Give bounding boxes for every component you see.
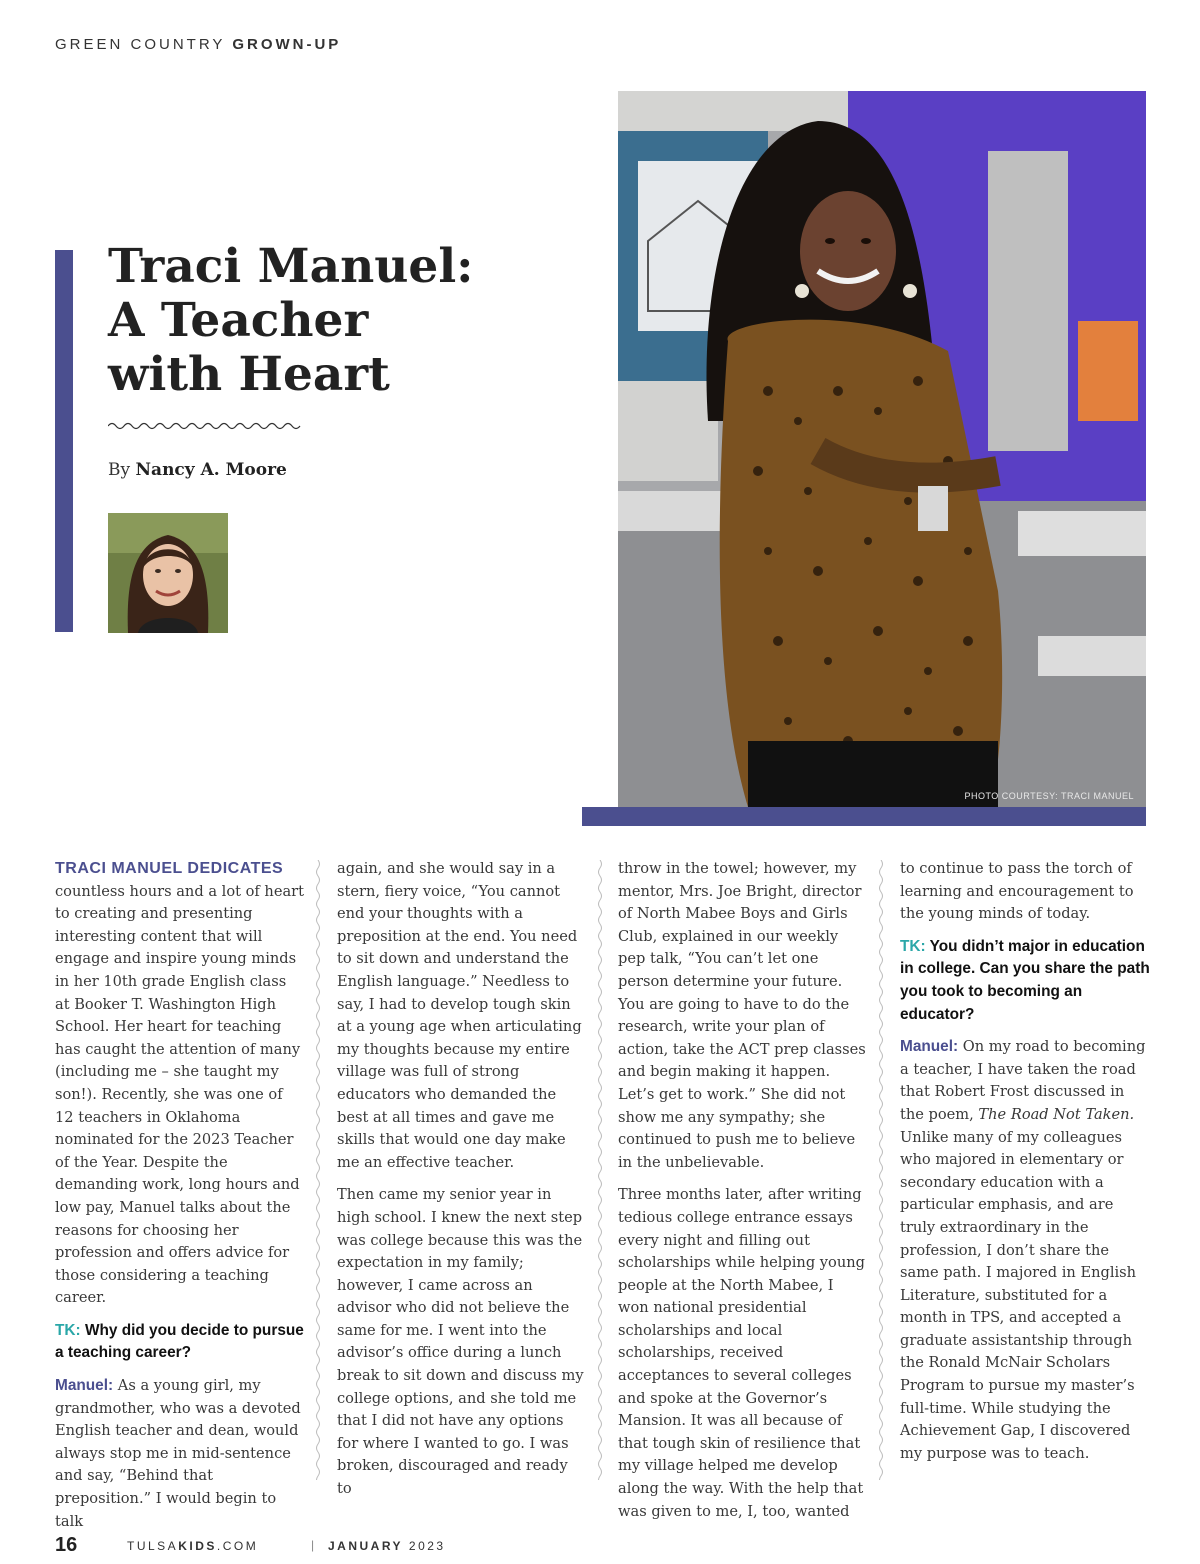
column-divider (597, 860, 603, 1480)
answer-2 (900, 1036, 1150, 1465)
title-line: A Teacher (108, 293, 369, 348)
footer-issue (328, 1539, 446, 1553)
column-divider (878, 860, 884, 1480)
issue-month: JANUARY (328, 1539, 404, 1553)
poem-title: The Road Not Taken. (978, 1105, 1135, 1123)
body-paragraph: Then came my senior year in high school. I knew the next step was college because this was the expectation in my family; however, I came across an advisor who did not believe the same for me. I went into the advisor’s office during a lunch break to sit down and discuss my college options, and she told me that I did not have any options for where I wanted to go. I was broken, discouraged and ready to (337, 1186, 584, 1498)
photo-credit: PHOTO COURTESY: TRACI MANUEL (964, 791, 1134, 801)
answer-text-cont: Unlike many of my colleagues who majored in elementary or secondary education with a particular emphasis, and are truly extraordinary in the profession, I don’t share the same path. I majored in English Literature, substituted for a month in TPS, and accepted a graduate assistantship through the Ronald McNair Scholars Program to pursue my master’s full-time. While studying the Achievement Gap, I discovered my purpose was to teach. (900, 1128, 1137, 1462)
body-paragraph: Three months later, after writing tedious college entrance essays every night and filling out scholarships while helping young people at the North Mabee, I won national presidential scholarships and local scholarships, received acceptances to several colleges and spoke at the Governor’s Mansion. It was all because of that tough skin of resilience that my village helped me develop along the way. With the help that was given to me, I, too, wanted (618, 1186, 865, 1520)
title-accent-bar (55, 250, 73, 632)
squiggle-divider (108, 419, 303, 433)
article-column-3 (618, 858, 868, 1533)
question-1 (55, 1320, 305, 1365)
issue-year: 2023 (403, 1539, 446, 1553)
footer-separator: | (311, 1538, 315, 1552)
answer-text: On my road to becoming a teacher, I have taken the road that Robert Frost discussed in the poem, (900, 1038, 1146, 1123)
photo-accent-bar (582, 807, 1146, 826)
article-column-4 (900, 858, 1150, 1475)
question-2 (900, 936, 1150, 1026)
question-tag: TK: (900, 937, 926, 955)
site-prefix: TULSA (127, 1539, 179, 1553)
column-divider (315, 860, 321, 1480)
answer-speaker: Manuel: (55, 1377, 114, 1395)
page-number: 16 (55, 1534, 78, 1556)
section-strong: GROWN-UP (232, 36, 342, 53)
body-paragraph: again, and she would say in a stern, fiery voice, “You cannot end your thoughts with a preposition at the end. You need to sit down and understand the English language.” Needless to say, I had to develop tough skin at a young age when articulating my thoughts because my entire village was full of strong educators who demanded the best at all times and gave me skills that would one day make me an effective teacher. (337, 860, 582, 1171)
body-paragraph: to continue to pass the torch of learning and encouragement to the young minds of today. (900, 860, 1134, 923)
answer-1 (55, 1375, 305, 1533)
lead-text: countless hours and a lot of heart to creating and presenting interesting content that will engage and inspire young minds in her 10th grade English class at Booker T. Washington High School. Her heart for teaching has caught the attention of many (including me – she taught my son!). Recently, she was one of 12 teachers in Oklahoma nominated for the 2023 Teacher of the Year. Despite the demanding work, long hours and low pay, Manuel talks about the reasons for choosing her profession and offers advice for those considering a teaching career. (55, 882, 305, 1307)
title-line: Traci Manuel: (108, 239, 474, 294)
lead-paragraph (55, 858, 305, 1310)
lead-caps: TRACI MANUEL DEDICATES (55, 860, 284, 877)
footer-site (127, 1539, 258, 1553)
site-strong: KIDS (178, 1539, 217, 1553)
article-column-2 (337, 858, 587, 1511)
answer-text: As a young girl, my grandmother, who was a devoted English teacher and dean, would always stop me in mid-sentence and say, “Behind that preposition.” I would begin to talk (55, 1377, 301, 1530)
question-tag: TK: (55, 1321, 81, 1339)
answer-speaker: Manuel: (900, 1038, 959, 1056)
article-title (108, 240, 528, 402)
article-column-1 (55, 858, 305, 1543)
question-text: Why did you decide to pursue a teaching career? (55, 1321, 304, 1362)
section-header (55, 36, 341, 53)
section-prefix: GREEN COUNTRY (55, 36, 233, 53)
question-text: You didn’t major in education in college. Can you share the path you took to becoming an educator? (900, 937, 1150, 1023)
author-photo (108, 513, 228, 633)
byline (108, 460, 287, 480)
site-suffix: .COM (216, 1539, 259, 1553)
author-name: Nancy A. Moore (135, 460, 287, 480)
title-line: with Heart (108, 347, 390, 402)
hero-photo (618, 91, 1146, 807)
byline-prefix: By (108, 460, 136, 480)
page-footer (55, 1534, 655, 1560)
body-paragraph: throw in the towel; however, my mentor, Mrs. Joe Bright, director of North Mabee Boys and Girls Club, explained in our weekly pep talk, “You can’t let one person determine your future. You are going to have to do the research, write your plan of action, take the ACT prep classes and begin making it happen. Let’s get to work.” She did not show me any sympathy; she continued to push me to believe in the unbelievable. (618, 860, 866, 1171)
